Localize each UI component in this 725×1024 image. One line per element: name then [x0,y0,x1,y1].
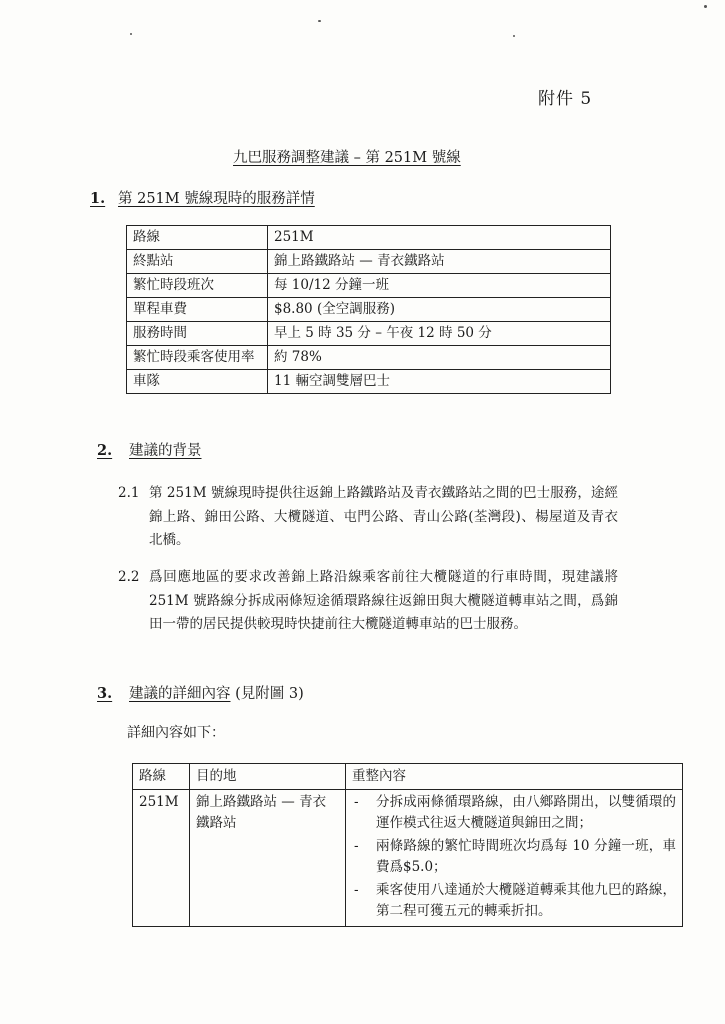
row-label: 單程車費 [127,298,268,322]
scan-speck [130,33,132,35]
paragraph-text: 第 251M 號線現時提供往返錦上路鐵路站及青衣鐵路站之間的巴士服務，途經錦上路、錦田公路、大欖隧道、屯門公路、青山公路(荃灣段)、楊屋道及青衣北橋。 [149,485,618,548]
table-row [133,790,683,927]
paragraph-text: 爲回應地區的要求改善錦上路沿線乘客前往大欖隧道的行車時間，現建議將 251M 號路線分拆成兩條短途循環路線往返錦田與大欖隧道轉車站之間，爲錦田一帶的居民提供較現時快捷前往大欖隧道轉車站的巴士服務。 [149,569,618,632]
table-header-row [133,764,683,790]
scan-speck [318,20,321,22]
section-1-heading [90,187,315,208]
table-row [127,274,611,298]
table-row [127,322,611,346]
section-3-heading [97,682,304,703]
paragraph [118,482,618,553]
scan-speck [513,35,515,37]
service-details-table [126,225,611,394]
section-number: 2. [97,442,113,459]
list-item-text: 兩條路線的繁忙時間班次均爲每 10 分鐘一班，車費爲$5.0； [376,838,676,875]
section-2-heading [97,439,202,460]
list-item-text: 分拆成兩條循環路線，由八鄉路開出，以雙循環的運作模式往返大欖隧道與錦田之間； [376,794,676,831]
adjustment-list [352,792,676,922]
destination-cell: 錦上路鐵路站 — 青衣鐵路站 [190,790,346,927]
scan-speck [704,5,707,8]
table-row [127,250,611,274]
row-value: 錦上路鐵路站 — 青衣鐵路站 [268,250,611,274]
paragraph [118,566,618,637]
paragraph-number: 2.2 [118,569,140,585]
table-row [127,370,611,394]
route-cell: 251M [133,790,190,927]
row-value: 11 輛空調雙層巴士 [268,370,611,394]
row-label: 路線 [127,226,268,250]
details-intro: 詳細內容如下： [127,725,225,741]
row-value: 早上 5 時 35 分 – 午夜 12 時 50 分 [268,322,611,346]
column-header: 路線 [133,764,190,790]
column-header: 目的地 [190,764,346,790]
row-label: 繁忙時段班次 [127,274,268,298]
list-item [352,880,676,922]
row-label: 繁忙時段乘客使用率 [127,346,268,370]
list-item [352,792,676,834]
row-label: 服務時間 [127,322,268,346]
bullet-dash: - [354,882,359,898]
section-number: 3. [97,685,113,702]
section-title: 第 251M 號線現時的服務詳情 [118,191,315,207]
adjustment-details-table [132,763,683,927]
section-number: 1. [90,190,106,207]
paragraph-number: 2.1 [118,485,140,501]
row-value: $8.80 (全空調服務) [268,298,611,322]
attachment-label: 附件 5 [538,89,593,109]
table-row [127,346,611,370]
bullet-dash: - [354,794,359,810]
table-row [127,298,611,322]
adjustment-cell [346,790,683,927]
list-item [352,836,676,878]
column-header: 重整內容 [346,764,683,790]
row-value: 251M [268,226,611,250]
table-row [127,226,611,250]
row-label: 車隊 [127,370,268,394]
bullet-dash: - [354,838,359,854]
section-title: 建議的背景 [129,443,202,459]
row-value: 每 10/12 分鐘一班 [268,274,611,298]
list-item-text: 乘客使用八達通於大欖隧道轉乘其他九巴的路線，第二程可獲五元的轉乘折扣。 [376,882,676,919]
document-title: 九巴服務調整建議 – 第 251M 號線 [233,150,461,166]
row-value: 約 78% [268,346,611,370]
row-label: 終點站 [127,250,268,274]
section-title: 建議的詳細內容 [129,686,231,702]
figure-reference: (見附圖 3) [235,686,304,702]
